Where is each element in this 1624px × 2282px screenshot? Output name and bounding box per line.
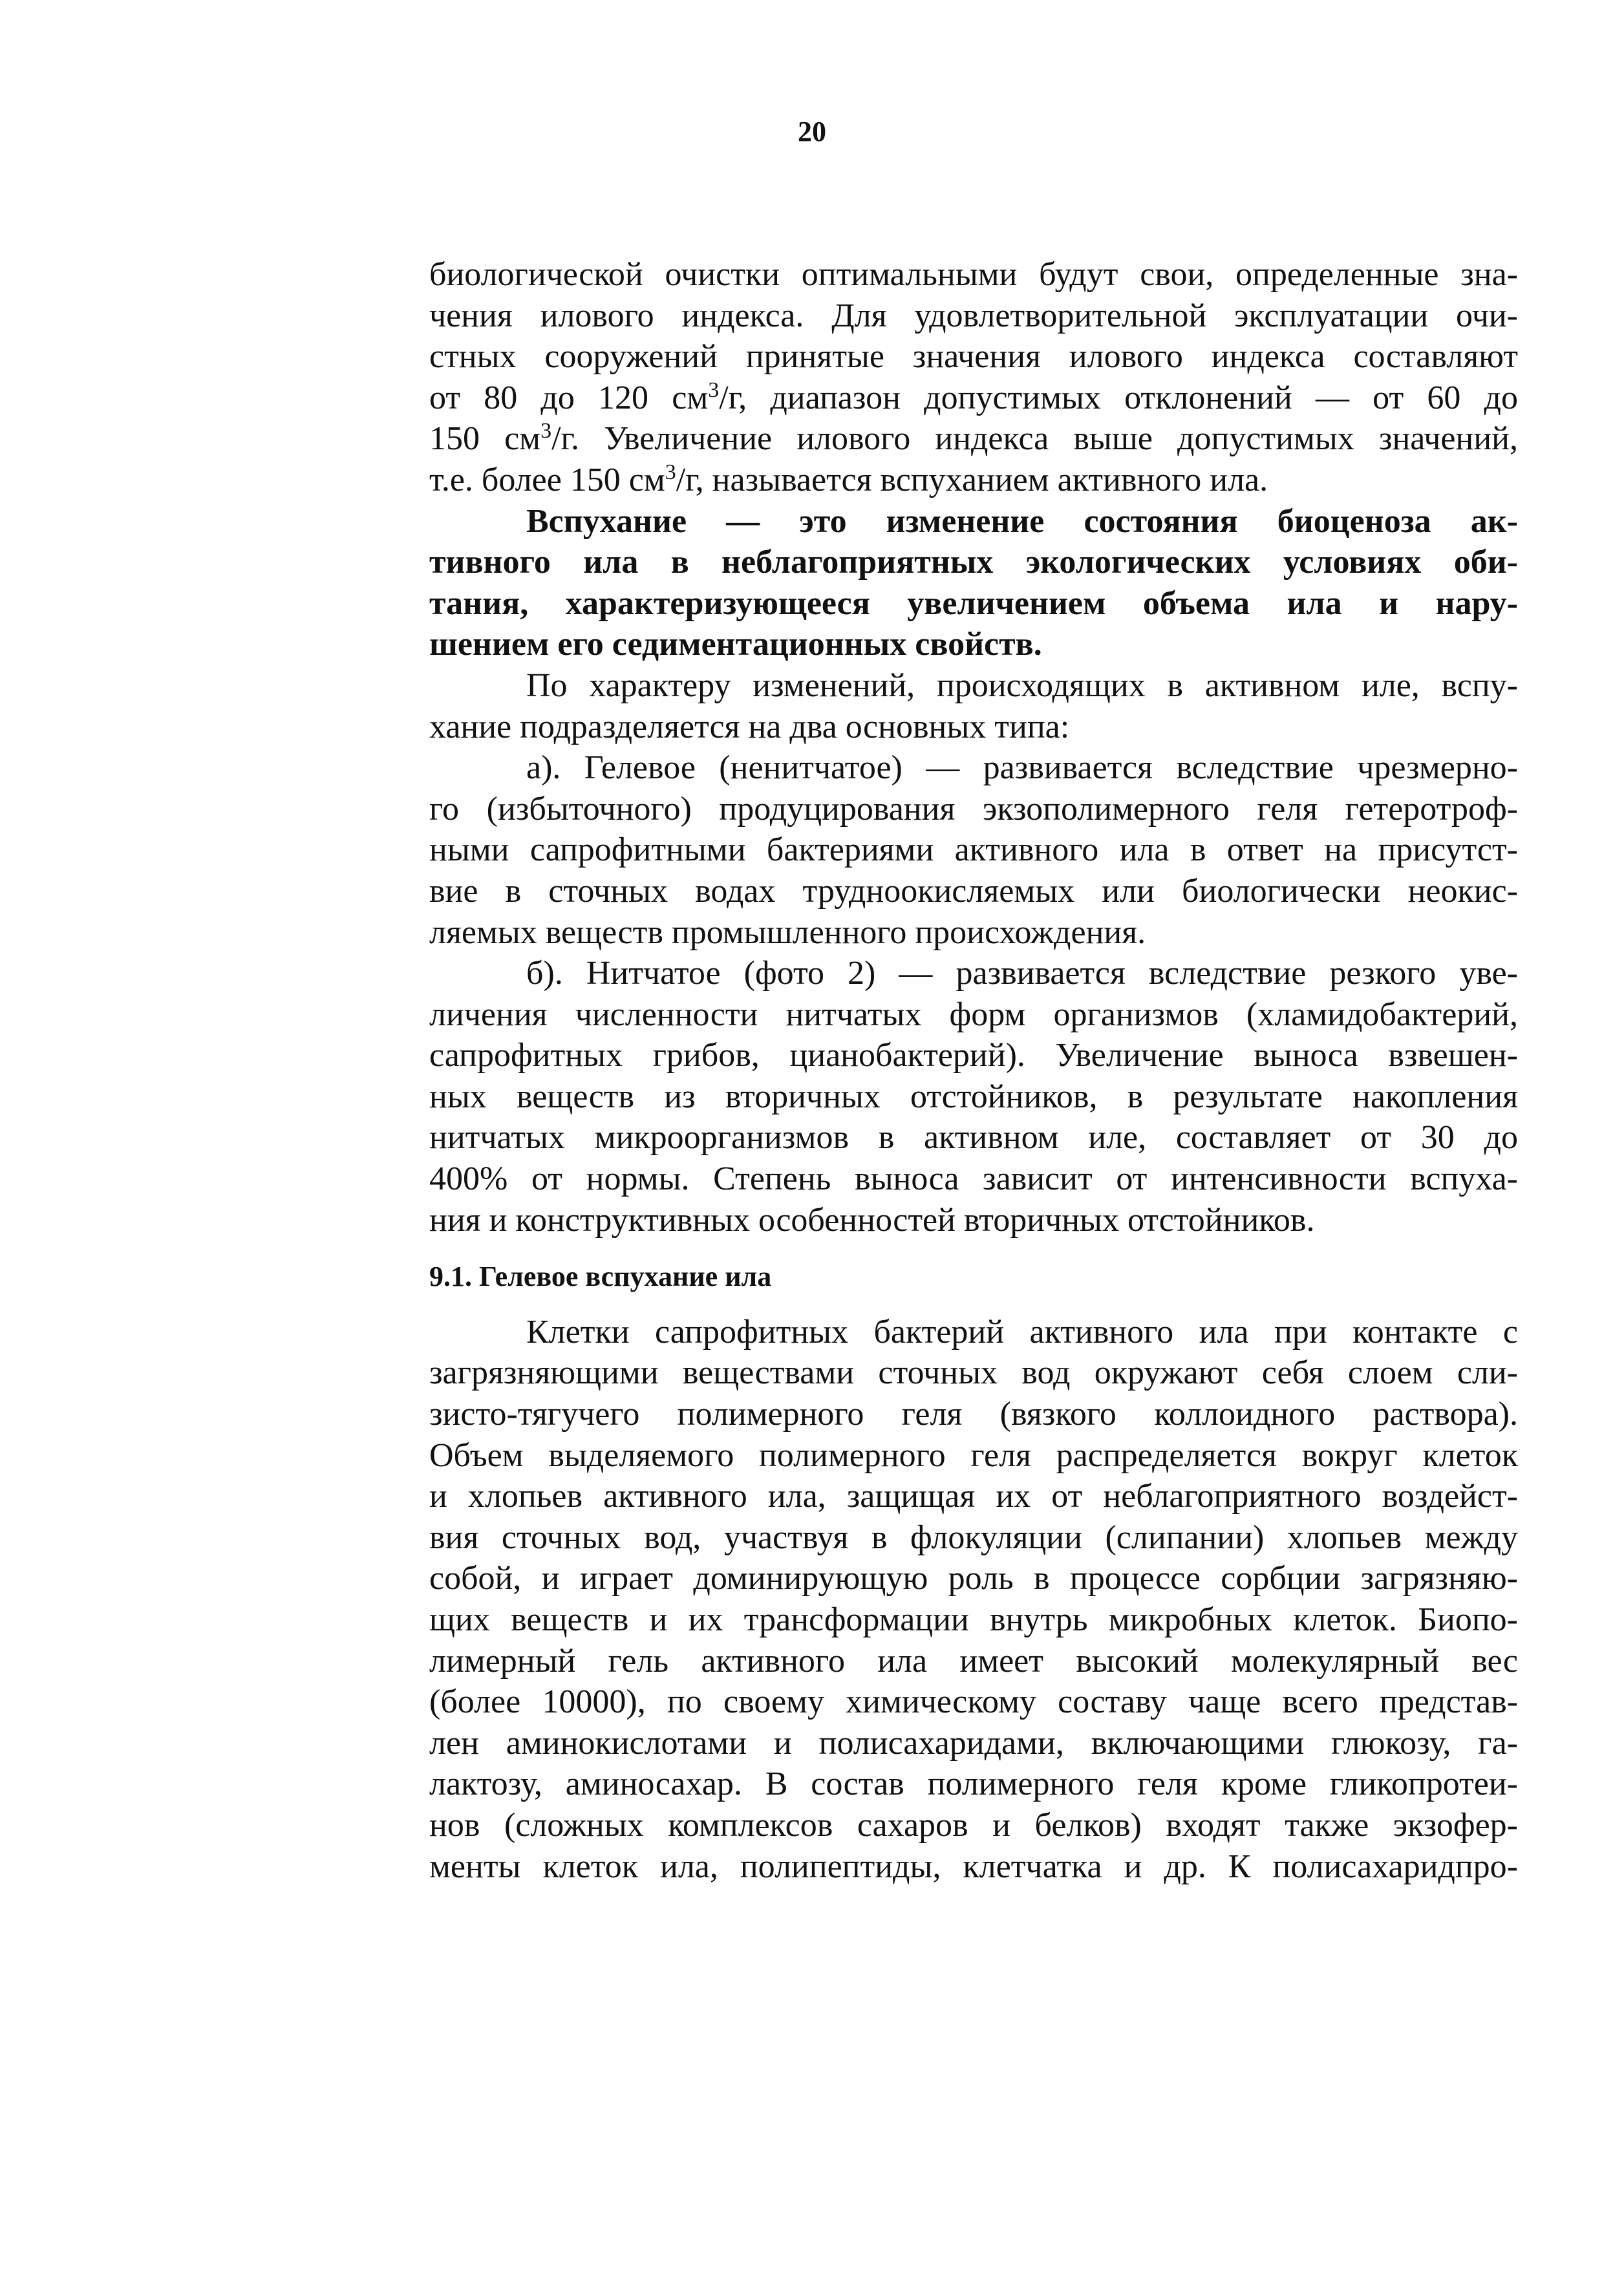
text-column [429, 254, 1518, 1887]
type-a-paragraph [429, 747, 1518, 953]
text-line: ния и конструктивных особенностей вторичных отстойников. [429, 1201, 1315, 1239]
section-paragraph [429, 1312, 1518, 1887]
type-b-paragraph [429, 953, 1518, 1241]
text-line: шением его седиментационных свойств. [429, 626, 1042, 663]
definition-paragraph [429, 501, 1518, 665]
text-fragment: /г. Увеличение илового индекса выше допустимых значений, [551, 420, 1518, 458]
text-line: Клетки сапрофитных бактерий активного ила при контакте с [526, 1313, 1518, 1350]
text-line: хание подразделяется на два основных типа: [429, 708, 1070, 745]
text-line: менты клеток ила, полипептиды, клетчатка и др. К полисахаридпро- [429, 1848, 1518, 1885]
text-line: По характеру изменений, происходящих в активном иле, вспу- [526, 666, 1518, 704]
text-fragment: 150 см [429, 420, 541, 458]
text-line: Объем выделяемого полимерного геля распределяется вокруг клеток [429, 1436, 1518, 1474]
text-line: щих веществ и их трансформации внутрь микробных клеток. Биопо- [429, 1601, 1518, 1638]
text-line: тивного ила в неблагоприятных экологических условиях оби- [429, 544, 1518, 581]
text-line: (более 10000), по своему химическому составу чаще всего представ- [429, 1683, 1518, 1721]
text-line: ляемых веществ промышленного происхождения. [429, 913, 1146, 951]
text-line: чения илового индекса. Для удовлетворительной эксплуатации очи- [429, 297, 1518, 334]
text-line: собой, и играет доминирующую роль в процессе сорбции загрязняю- [429, 1560, 1518, 1597]
text-line: ными сапрофитными бактериями активного ила в ответ на присутст- [429, 831, 1518, 869]
text-line: загрязняющими веществами сточных вод окружают себя слоем сли- [429, 1354, 1518, 1392]
types-intro-paragraph [429, 665, 1518, 747]
text-line: 400% от нормы. Степень выноса зависит от интенсивности вспуха- [429, 1160, 1518, 1198]
text-line: го (избыточного) продуцирования экзополимерного геля гетеротроф- [429, 790, 1518, 827]
text-line: вия сточных вод, участвуя в флокуляции (слипании) хлопьев между [429, 1519, 1518, 1556]
superscript: 3 [708, 378, 720, 402]
text-fragment: /г, диапазон допустимых отклонений — от 60 до [719, 379, 1519, 416]
text-line: ных веществ из вторичных отстойников, в результате накопления [429, 1078, 1518, 1115]
text-line: лимерный гель активного ила имеет высокий молекулярный вес [429, 1642, 1518, 1680]
page-number: 20 [798, 116, 826, 147]
text-line: стных сооружений принятые значения илового индекса составляют [429, 338, 1518, 376]
text-line: нов (сложных комплексов сахаров и белков) входят также экзофер- [429, 1806, 1518, 1844]
text-line [429, 378, 1518, 419]
text-line: б). Нитчатое (фото 2) — развивается вследствие резкого уве- [526, 955, 1518, 992]
text-fragment: /г, называется вспуханием активного ила. [676, 461, 1268, 498]
text-line: личения численности нитчатых форм организмов (хламидобактерий, [429, 996, 1518, 1033]
text-line: вие в сточных водах трудноокисляемых или биологически неокис- [429, 872, 1518, 910]
superscript: 3 [665, 460, 676, 484]
section-heading: 9.1. Гелевое вспухание ила [429, 1261, 772, 1293]
text-line: и хлопьев активного ила, защищая их от неблагоприятного воздейст- [429, 1478, 1518, 1515]
text-fragment: т.е. более 150 см [429, 461, 665, 498]
text-fragment: от 80 до 120 см [429, 379, 709, 416]
text-line: сапрофитных грибов, цианобактерий). Увеличение выноса взвешен- [429, 1037, 1518, 1074]
text-line: зисто-тягучего полимерного геля (вязкого коллоидного раствора). [429, 1396, 1518, 1433]
text-line [429, 418, 1518, 460]
text-line: биологической очистки оптимальными будут свои, определенные зна- [429, 256, 1518, 293]
text-line: а). Гелевое (ненитчатое) — развивается вследствие чрезмерно- [526, 749, 1518, 787]
text-line: Вспухание — это изменение состояния биоценоза ак- [526, 502, 1518, 540]
text-line: лен аминокислотами и полисахаридами, включающими глюкозу, га- [429, 1724, 1518, 1762]
text-line: нитчатых микроорганизмов в активном иле, составляет от 30 до [429, 1119, 1518, 1157]
text-line: лактозу, аминосахар. В состав полимерного геля кроме гликопротеи- [429, 1765, 1518, 1803]
continuation-paragraph [429, 254, 1518, 501]
text-line [429, 460, 1518, 501]
superscript: 3 [540, 419, 552, 443]
text-line: тания, характеризующееся увеличением объема ила и нару- [429, 584, 1518, 622]
